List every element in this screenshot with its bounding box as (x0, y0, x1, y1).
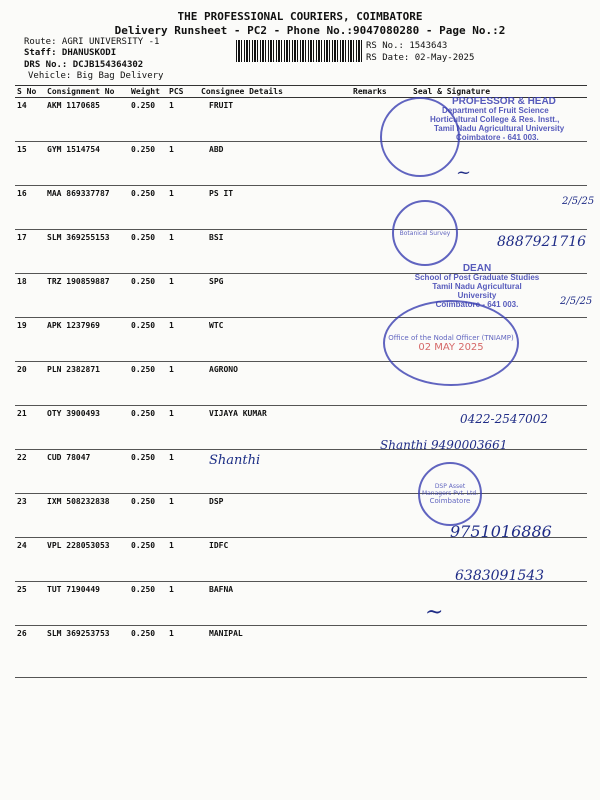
cell-weight: 0.250 (129, 538, 167, 582)
cell-consignment: IXM 508232838 (45, 494, 129, 538)
col-sno: S No (15, 86, 45, 98)
dsp-stamp (418, 462, 482, 526)
cell-consignment: APK 1237969 (45, 318, 129, 362)
cell-weight: 0.250 (129, 582, 167, 626)
dean-stamp-line2: School of Post Graduate Studies (414, 273, 540, 282)
cell-pcs: 1 (167, 406, 199, 450)
staff: Staff: DHANUSKODI (24, 48, 117, 58)
professor-stamp-line5: Coimbatore - 641 003. (456, 133, 539, 142)
cell-consignment: SLM 369255153 (45, 230, 129, 274)
shanthi-phone: Shanthi 9490003661 (380, 438, 508, 452)
drs-number: DRS No.: DCJB154364302 (24, 60, 144, 70)
cell-consignee: BAFNA (199, 582, 351, 626)
cell-pcs: 1 (167, 450, 199, 494)
cell-sno: 15 (15, 142, 45, 186)
dean-stamp-line1: DEAN (462, 263, 492, 274)
cell-weight: 0.250 (129, 230, 167, 274)
date-row19: 2/5/25 (560, 296, 593, 307)
phone-row21: 0422-2547002 (460, 412, 549, 426)
rs-number: RS No.: 1543643 (366, 41, 448, 51)
cell-consignment: OTY 3900493 (45, 406, 129, 450)
cell-pcs: 1 (167, 98, 199, 142)
phone-row25: 6383091543 (455, 568, 545, 584)
cell-weight: 0.250 (129, 318, 167, 362)
table-row (15, 450, 587, 494)
col-consignee: Consignee Details (199, 86, 351, 98)
cell-consignment: SLM 369253753 (45, 626, 129, 678)
cell-sno: 20 (15, 362, 45, 406)
cell-pcs: 1 (167, 142, 199, 186)
cell-consignment: CUD 78047 (45, 450, 129, 494)
cell-weight: 0.250 (129, 142, 167, 186)
botanical-survey-stamp (392, 200, 458, 266)
table-row (15, 582, 587, 626)
cell-remarks (351, 626, 411, 678)
cell-remarks (351, 494, 411, 538)
table-row (15, 186, 587, 230)
cell-weight: 0.250 (129, 450, 167, 494)
cell-sno: 25 (15, 582, 45, 626)
cell-consignee: SPG (199, 274, 351, 318)
dean-stamp-line3: Tamil Nadu Agricultural University (432, 282, 522, 300)
cell-sno: 26 (15, 626, 45, 678)
runsheet-table (15, 85, 587, 678)
col-weight: Weight (129, 86, 167, 98)
cell-consignment: VPL 228053053 (45, 538, 129, 582)
cell-pcs: 1 (167, 494, 199, 538)
cell-weight: 0.250 (129, 626, 167, 678)
cell-consignee: WTC (199, 318, 351, 362)
cell-consignment: GYM 1514754 (45, 142, 129, 186)
cell-consignee: DSP (199, 494, 351, 538)
cell-remarks (351, 582, 411, 626)
barcode (236, 40, 362, 62)
professor-stamp-line3: Horticultural College & Res. Instt., (430, 115, 560, 124)
phone-row17: 8887921716 (497, 234, 587, 250)
cell-consignee: FRUIT (199, 98, 351, 142)
cell-sno: 14 (15, 98, 45, 142)
cell-consignee: BSI (199, 230, 351, 274)
professor-stamp-line2: Department of Fruit Science (442, 106, 549, 115)
cell-consignment: MAA 869337787 (45, 186, 129, 230)
dsp-stamp-line1: DSP Asset Managers Pvt. Ltd. (421, 483, 479, 497)
cell-weight: 0.250 (129, 274, 167, 318)
cell-weight: 0.250 (129, 494, 167, 538)
nodal-officer-stamp (383, 300, 519, 386)
cell-sno: 22 (15, 450, 45, 494)
phone-row24: 9751016886 (450, 522, 552, 541)
cell-consignment: PLN 2382871 (45, 362, 129, 406)
botanical-stamp-text: Botanical Survey (399, 229, 451, 237)
cell-remarks (351, 274, 411, 318)
cell-pcs: 1 (167, 362, 199, 406)
col-seal: Seal & Signature (411, 86, 587, 98)
vehicle: Vehicle: Big Bag Delivery (28, 71, 164, 81)
cell-consignee (199, 450, 351, 494)
table-row (15, 142, 587, 186)
professor-stamp (412, 97, 564, 142)
table-row (15, 626, 587, 678)
company-title: THE PROFESSIONAL COURIERS, COIMBATORE (177, 10, 423, 23)
cell-remarks (351, 450, 411, 494)
cell-consignee: IDFC (199, 538, 351, 582)
cell-weight: 0.250 (129, 406, 167, 450)
col-consignment: Consignment No (45, 86, 129, 98)
cell-sno: 21 (15, 406, 45, 450)
row22-handwritten-name: Shanthi (209, 453, 261, 468)
cell-pcs: 1 (167, 538, 199, 582)
cell-pcs: 1 (167, 230, 199, 274)
cell-weight: 0.250 (129, 186, 167, 230)
dean-stamp-line4: Coimbatore - 641 003. (435, 300, 519, 309)
cell-consignee: ABD (199, 142, 351, 186)
nodal-stamp-text: Office of the Nodal Officer (TNIAMP) (388, 333, 514, 342)
cell-pcs: 1 (167, 582, 199, 626)
col-remarks: Remarks (351, 86, 411, 98)
cell-remarks (351, 538, 411, 582)
dsp-stamp-line2: Coimbatore (429, 497, 471, 505)
cell-sno: 18 (15, 274, 45, 318)
cell-sno: 24 (15, 538, 45, 582)
cell-consignee: VIJAYA KUMAR (199, 406, 351, 450)
rs-date: RS Date: 02-May-2025 (366, 53, 475, 63)
col-pcs: PCS (167, 86, 199, 98)
date-row16: 2/5/25 (562, 196, 595, 207)
cell-sno: 16 (15, 186, 45, 230)
cell-consignment: TRZ 190859887 (45, 274, 129, 318)
runsheet-subtitle: Delivery Runsheet - PC2 - Phone No.:9047080280 - Page No.:2 (114, 24, 506, 37)
cell-pcs: 1 (167, 274, 199, 318)
cell-seal (411, 626, 587, 678)
cell-pcs: 1 (167, 318, 199, 362)
signature-row26: ~ (425, 600, 444, 625)
nodal-stamp-date: 02 MAY 2025 (418, 341, 484, 353)
cell-weight: 0.250 (129, 98, 167, 142)
cell-consignment: AKM 1170685 (45, 98, 129, 142)
cell-sno: 23 (15, 494, 45, 538)
cell-consignee: AGRONO (199, 362, 351, 406)
cell-sno: 17 (15, 230, 45, 274)
professor-stamp-line1: PROFESSOR & HEAD (452, 96, 556, 107)
signature-row15: ~ (456, 162, 472, 183)
cell-consignee: PS IT (199, 186, 351, 230)
professor-stamp-line4: Tamil Nadu Agricultural University (434, 124, 565, 133)
cell-weight: 0.250 (129, 362, 167, 406)
cell-pcs: 1 (167, 186, 199, 230)
cell-pcs: 1 (167, 626, 199, 678)
route: Route: AGRI UNIVERSITY -1 (24, 37, 160, 47)
cell-sno: 19 (15, 318, 45, 362)
cell-consignee: MANIPAL (199, 626, 351, 678)
cell-consignment: TUT 7190449 (45, 582, 129, 626)
